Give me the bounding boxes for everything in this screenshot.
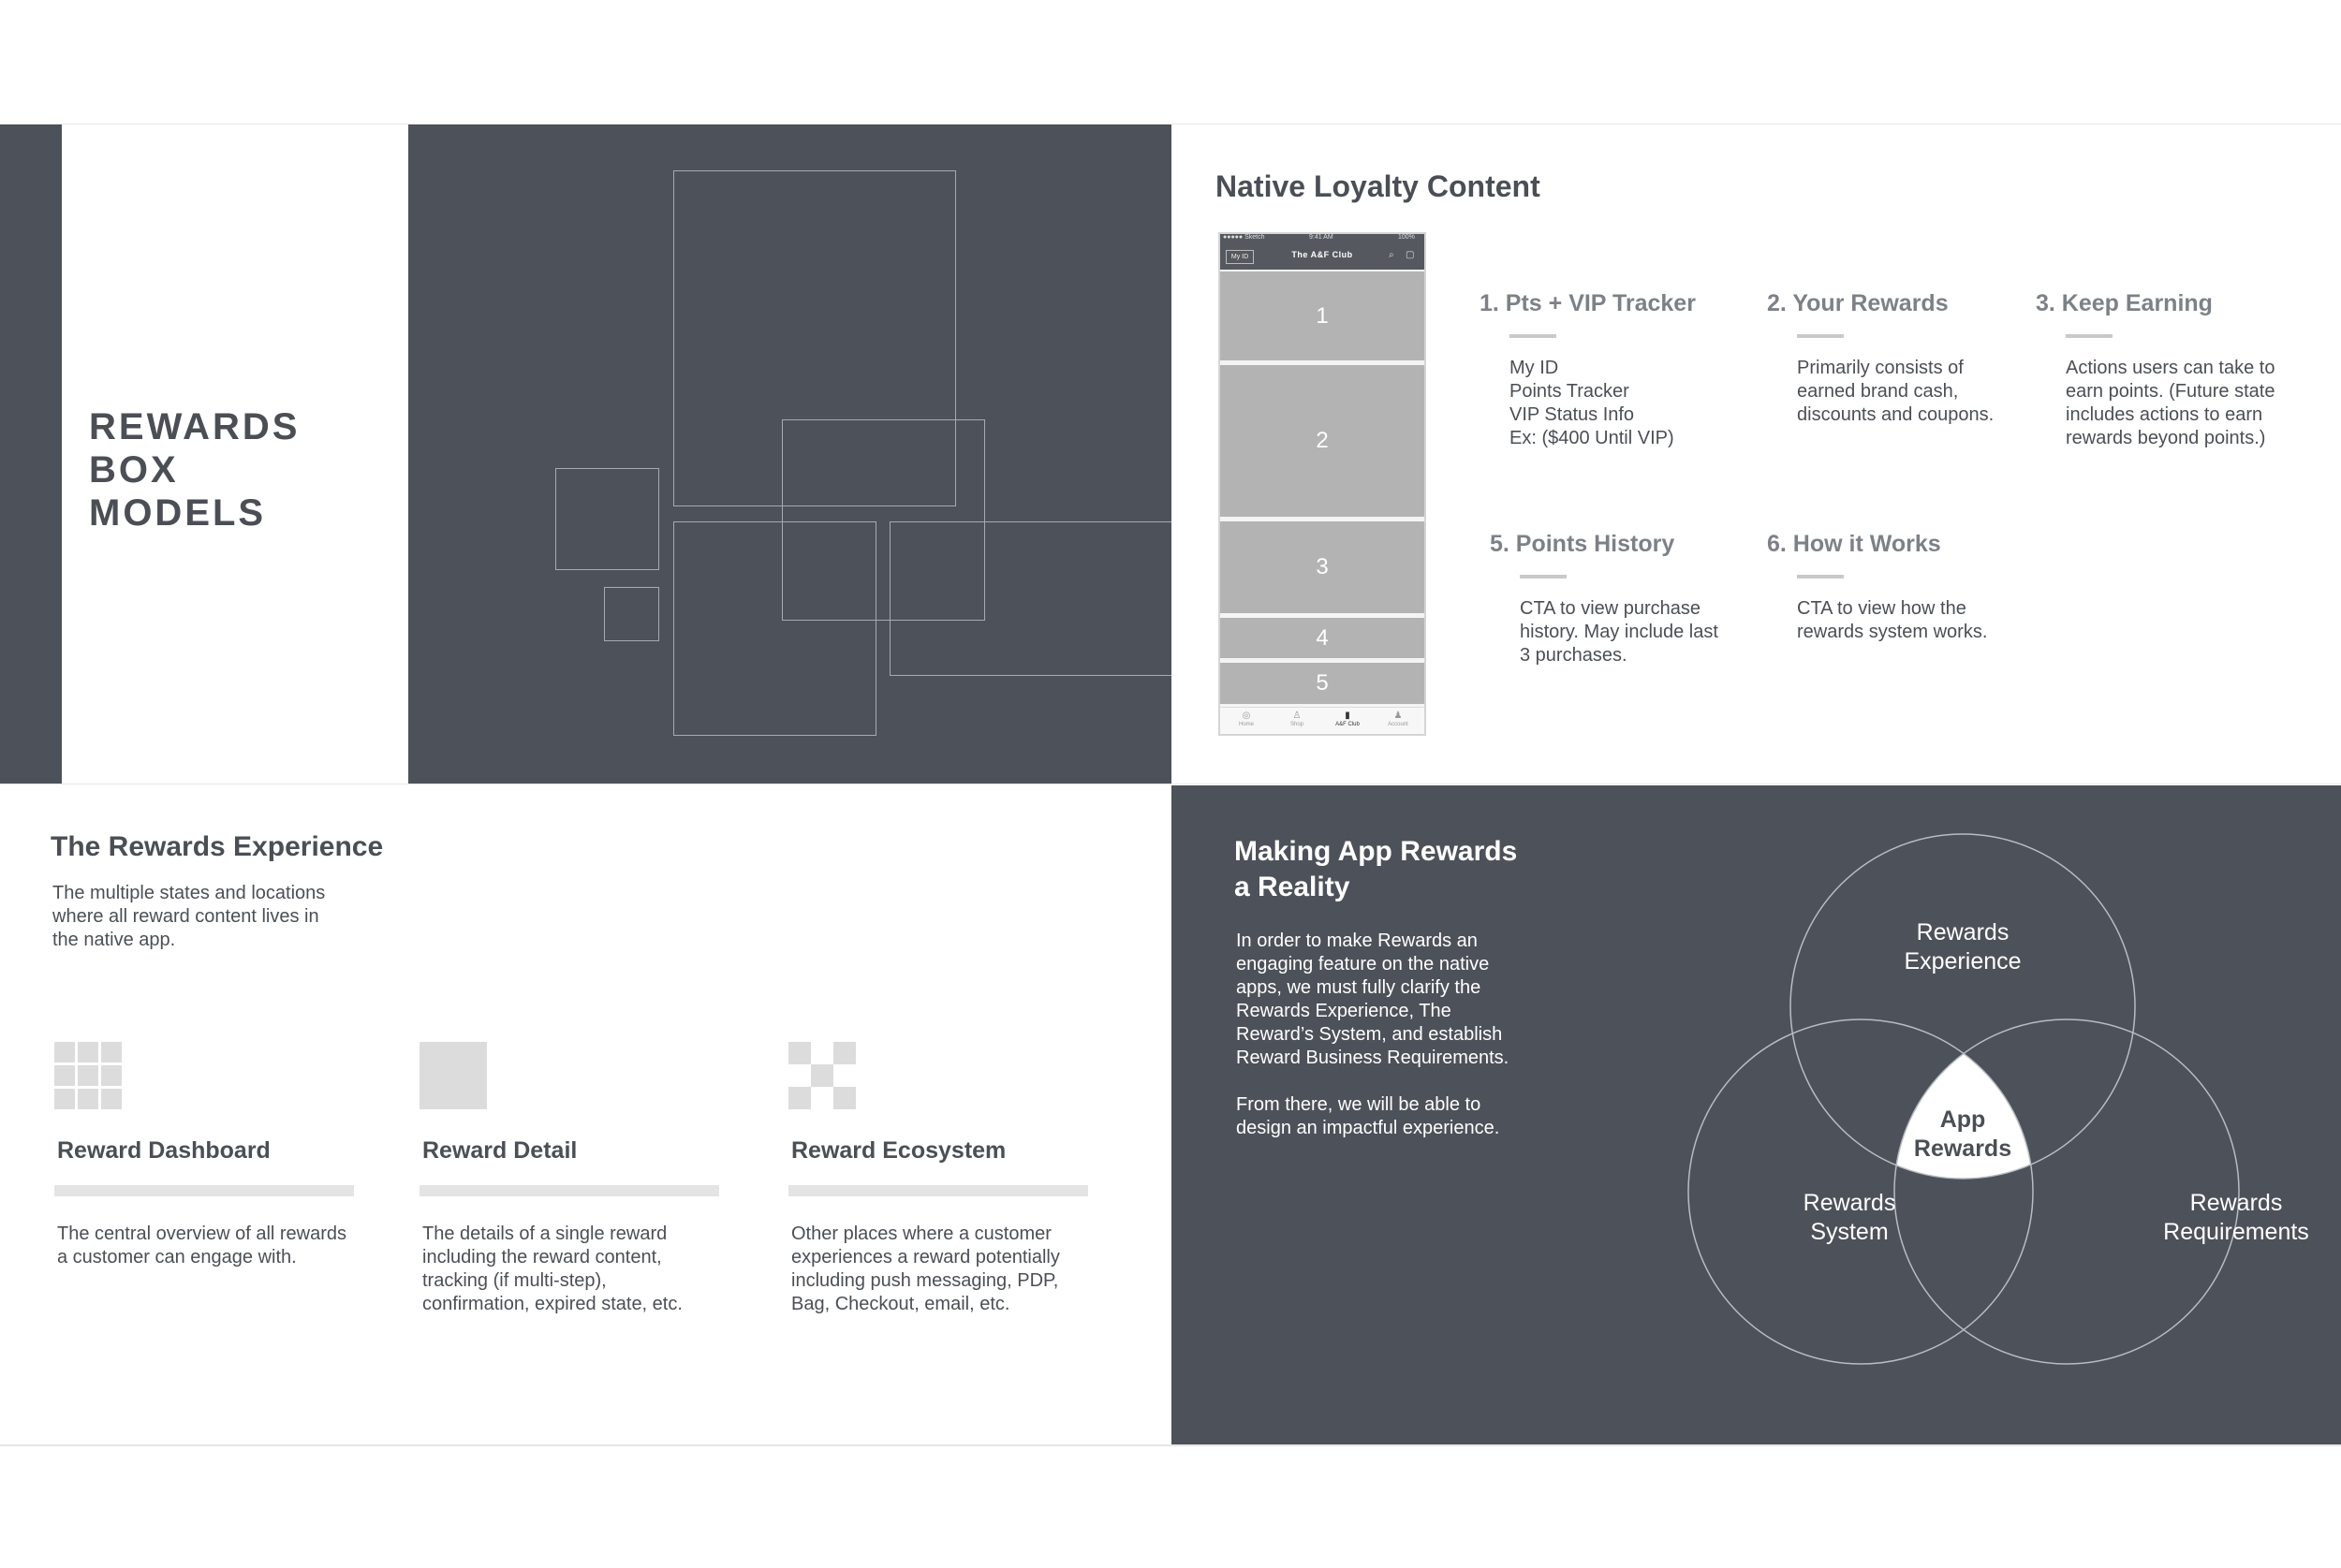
search-icon[interactable]: ⌕: [1389, 250, 1394, 260]
column-title: Reward Ecosystem: [791, 1137, 1007, 1164]
status-carrier: ●●●●● Sketch: [1223, 234, 1265, 241]
column-bar: [54, 1185, 354, 1196]
venn-label-app-rewards: App Rewards: [1913, 1106, 2012, 1162]
venn-label-system: Rewards System: [1803, 1190, 1896, 1245]
section-body: My ID Points Tracker VIP Status Info Ex: ($400 Until VIP): [1509, 358, 1674, 448]
phone-nav-title: The A&F Club: [1291, 250, 1353, 259]
making-rewards-panel: [1171, 785, 2341, 1444]
column-bar: [788, 1185, 1088, 1196]
box-outline: [555, 468, 659, 570]
box-outline: [890, 521, 1171, 676]
loyalty-section-3: [2036, 290, 2275, 450]
section-underline: [1520, 575, 1567, 579]
column-body: The central overview of all rewards a customer can engage with.: [57, 1224, 347, 1268]
square-icon: [420, 1042, 487, 1109]
section-body: Actions users can take to earn points. (Future state includes actions to earn rewards beyond points.): [2066, 358, 2275, 448]
column-title: Reward Dashboard: [57, 1137, 271, 1164]
title-panel: [0, 125, 408, 784]
box-models-panel: [408, 125, 1171, 784]
checker-icon: [788, 1042, 856, 1109]
box-outline: [604, 587, 659, 641]
experience-column-detail: [420, 1042, 719, 1316]
section-body: Primarily consists of earned brand cash, discounts and coupons.: [1797, 358, 1995, 425]
loyalty-heading: Native Loyalty Content: [1215, 169, 1540, 203]
section-body: CTA to view how the rewards system works.: [1797, 598, 1988, 642]
phone-section-1: 1: [1220, 271, 1424, 360]
tab-club-label: A&F Club: [1335, 722, 1360, 727]
tab-home[interactable]: [1228, 711, 1265, 727]
making-body: In order to make Rewards an engaging feature on the native apps, we must fully clarify the Rewards Experience, The Reward’s System, and establish Reward Business Requirements. From there, we will be able to design an impactful experience.: [1236, 931, 1509, 1138]
experience-heading: The Rewards Experience: [51, 831, 384, 862]
bag-icon[interactable]: ▢: [1406, 250, 1415, 260]
wallet-icon: ▮: [1345, 711, 1350, 721]
loyalty-section-1: [1480, 290, 1696, 450]
phone-nav-bar: [1220, 243, 1424, 270]
section-title: 6. How it Works: [1767, 531, 1941, 557]
phone-section-3: 3: [1220, 521, 1424, 613]
phone-section-5: 5: [1220, 663, 1424, 704]
tab-account[interactable]: [1379, 711, 1417, 727]
my-id-button[interactable]: My ID: [1226, 250, 1254, 264]
loyalty-section-6: [1767, 531, 1987, 644]
section-title: 5. Points History: [1490, 531, 1675, 557]
phone-status-bar: [1220, 234, 1424, 243]
page-title: REWARDS BOX MODELS: [89, 406, 301, 534]
phone-wireframe: [1218, 232, 1426, 736]
tab-home-label: Home: [1238, 722, 1254, 727]
phone-section-4: 4: [1220, 618, 1424, 658]
title-side-bar: [0, 125, 62, 784]
loyalty-section-5: [1490, 531, 1718, 667]
experience-column-ecosystem: [788, 1042, 1088, 1316]
status-time: 9:41 AM: [1309, 234, 1333, 241]
column-body: The details of a single reward including the reward content, tracking (if multi-step), confirmation, expired state, etc.: [422, 1224, 683, 1314]
column-bar: [420, 1185, 719, 1196]
experience-column-dashboard: [54, 1042, 354, 1269]
tab-account-label: Account: [1388, 722, 1408, 727]
venn-label-experience: Rewards Experience: [1904, 919, 2022, 975]
shirt-icon: ♙: [1292, 711, 1302, 721]
tab-club[interactable]: [1329, 711, 1366, 727]
experience-intro: The multiple states and locations where all reward content lives in the native app.: [52, 883, 326, 950]
status-battery: 100%: [1398, 234, 1415, 241]
column-title: Reward Detail: [422, 1137, 578, 1164]
tab-shop[interactable]: [1278, 711, 1316, 727]
tab-shop-label: Shop: [1289, 722, 1303, 727]
native-loyalty-panel: [1171, 125, 2341, 784]
phone-tab-bar: [1220, 707, 1424, 734]
section-underline: [1797, 334, 1844, 338]
person-icon: ♟: [1393, 711, 1403, 721]
section-title: 3. Keep Earning: [2036, 290, 2213, 316]
loyalty-section-2: [1767, 290, 1994, 427]
rewards-experience-panel: [0, 784, 1171, 1444]
bottom-divider: [0, 1444, 2341, 1446]
section-underline: [1509, 334, 1556, 338]
grid-icon: [54, 1042, 122, 1109]
section-body: CTA to view purchase history. May include last 3 purchases.: [1520, 598, 1718, 666]
home-icon: ◎: [1242, 711, 1251, 721]
section-underline: [1797, 575, 1844, 579]
section-title: 2. Your Rewards: [1767, 290, 1949, 316]
box-outline: [673, 521, 876, 736]
section-underline: [2066, 334, 2113, 338]
making-heading: Making App Rewards a Reality: [1234, 836, 1518, 902]
phone-section-2: 2: [1220, 365, 1424, 517]
column-body: Other places where a customer experiences a reward potentially including push messaging, PDP, Bag, Checkout, email, etc.: [791, 1224, 1060, 1314]
venn-label-requirements: Rewards Requirements: [2163, 1190, 2309, 1245]
section-title: 1. Pts + VIP Tracker: [1480, 290, 1696, 316]
